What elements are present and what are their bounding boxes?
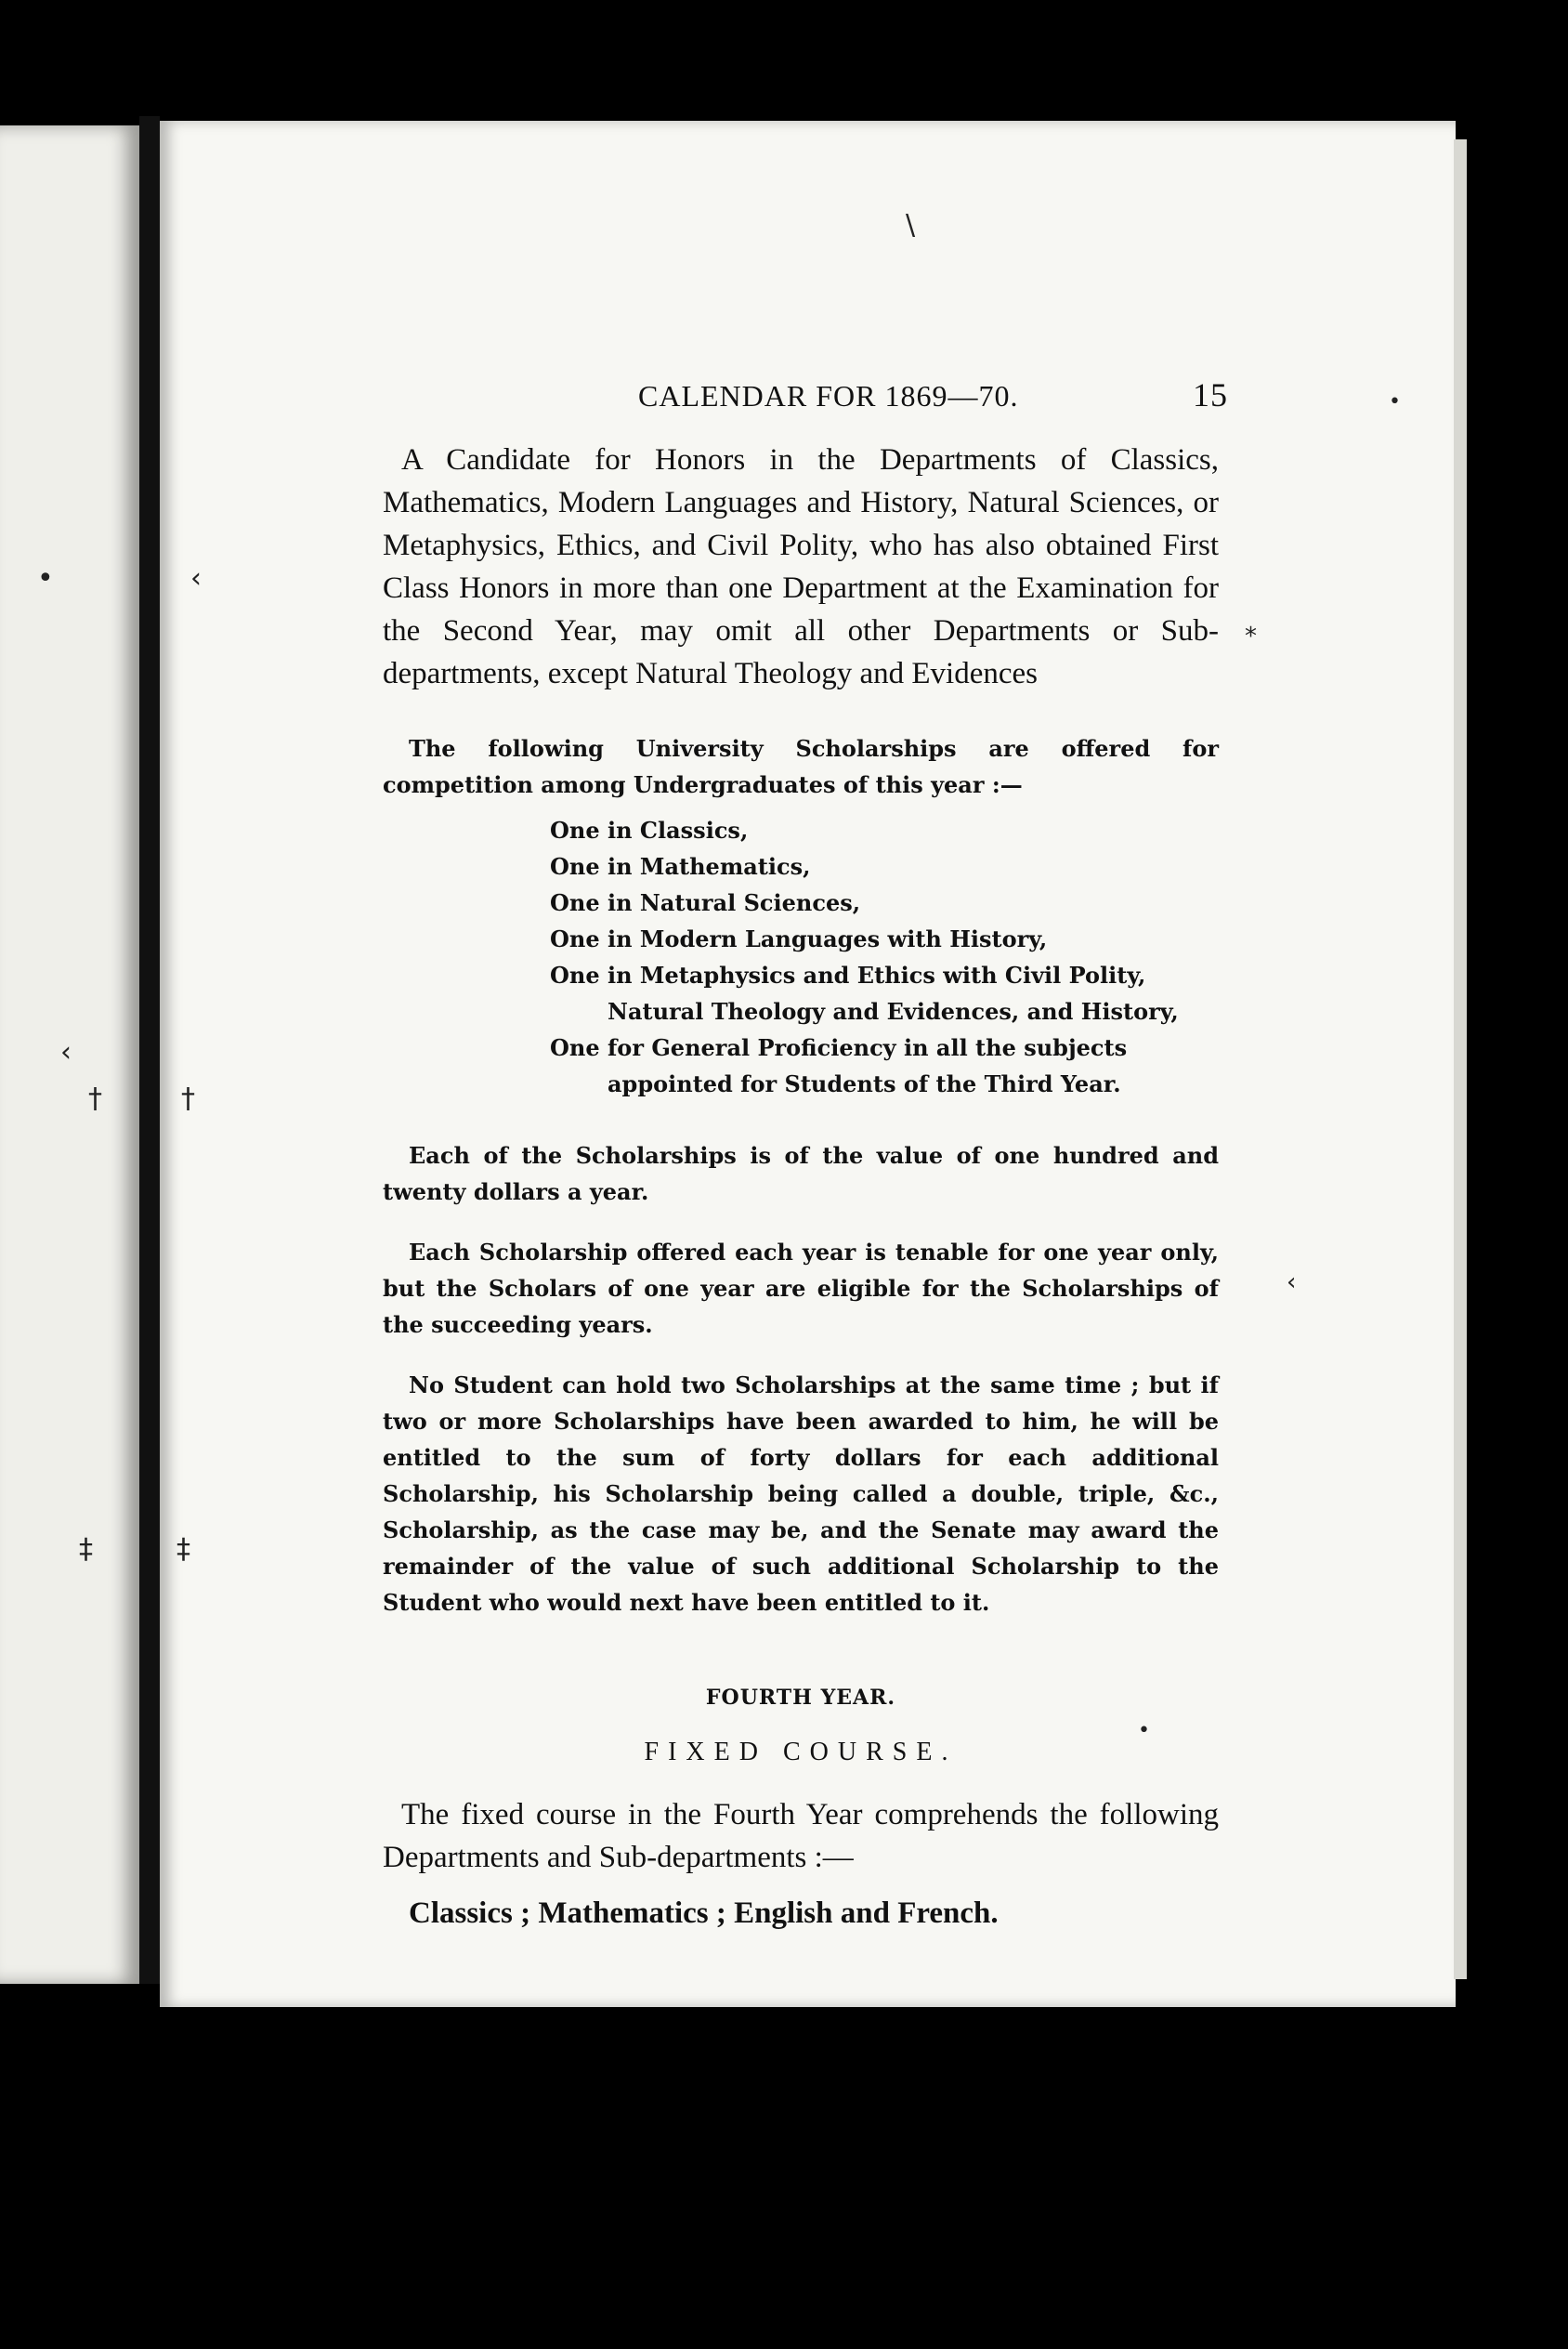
scan-mark: ‡ bbox=[176, 1533, 190, 1566]
two-scholarships-paragraph: No Student can hold two Scholarships at the same time ; but if two or more Scholarships have been awarded to him, he will be entitled to the sum of forty dollars for each additional Scholarship, his Scholarship being called a double, triple, &c., Scholarship, as the case may be, and the Senate may award the remainder of the value of such additional Scholarship to the Student who would next have been entitled to it. bbox=[383, 1371, 1219, 1616]
binding-gutter bbox=[139, 116, 160, 1984]
scholarships-list bbox=[550, 812, 1219, 1102]
fixed-course-subjects: Classics ; Mathematics ; English and French. bbox=[409, 1896, 999, 1930]
scan-mark: * bbox=[1245, 623, 1257, 650]
scan-mark: ‹ bbox=[60, 1036, 72, 1069]
intro-paragraph: A Candidate for Honors in the Departments of Classics, Mathematics, Modern Languages and History, Natural Sciences, or Metaphysics, Ethics, and Civil Polity, who has also obtained First Class Honors in more than one Department at the Examination for the Second Year, may omit all other Departments or Sub-departments, except Natural Theology and Evidences bbox=[383, 443, 1219, 690]
subsection-heading: FIXED COURSE. bbox=[644, 1738, 958, 1766]
scan-mark: \ bbox=[906, 209, 916, 242]
running-head-title: CALENDAR FOR 1869—70. bbox=[638, 379, 1019, 413]
scan-mark: • bbox=[1389, 390, 1401, 413]
scan-mark: ‡ bbox=[79, 1533, 93, 1566]
scan-mark: • bbox=[37, 562, 54, 595]
list-item: One in Natural Sciences, bbox=[550, 889, 861, 916]
scan-mark: ‹ bbox=[190, 562, 202, 595]
fixed-course-paragraph: The fixed course in the Fourth Year comprehends the following Departments and Sub-departments :— bbox=[383, 1798, 1219, 1874]
list-item: One in Classics, bbox=[550, 817, 749, 844]
scan-mark: † bbox=[181, 1083, 195, 1115]
list-item: One in Modern Languages with History, bbox=[550, 925, 1048, 952]
page-right-edge bbox=[1454, 139, 1467, 1979]
scan-mark: ‹ bbox=[1287, 1268, 1297, 1296]
tenable-paragraph: Each Scholarship offered each year is tenable for one year only, but the Scholars of one year are eligible for the Scholarships of the succeeding years. bbox=[383, 1239, 1219, 1338]
list-item: One in Mathematics, bbox=[550, 853, 811, 880]
section-heading: FOURTH YEAR. bbox=[705, 1686, 896, 1710]
list-item: One in Metaphysics and Ethics with Civil Polity, Natural Theology and Evidences, and History, bbox=[550, 962, 1179, 1025]
scholarships-intro: The following University Scholarships are offered for competition among Undergraduates of this year :— bbox=[383, 735, 1219, 798]
value-paragraph: Each of the Scholarships is of the value of one hundred and twenty dollars a year. bbox=[383, 1142, 1219, 1205]
page-number: 15 bbox=[1193, 376, 1228, 413]
list-item: One for General Proficiency in all the subjects appointed for Students of the Third Year. bbox=[550, 1034, 1128, 1097]
scan-mark: • bbox=[1138, 1719, 1150, 1742]
scan-mark: † bbox=[88, 1083, 102, 1115]
page-content bbox=[383, 372, 1228, 1935]
running-head bbox=[383, 372, 1228, 418]
